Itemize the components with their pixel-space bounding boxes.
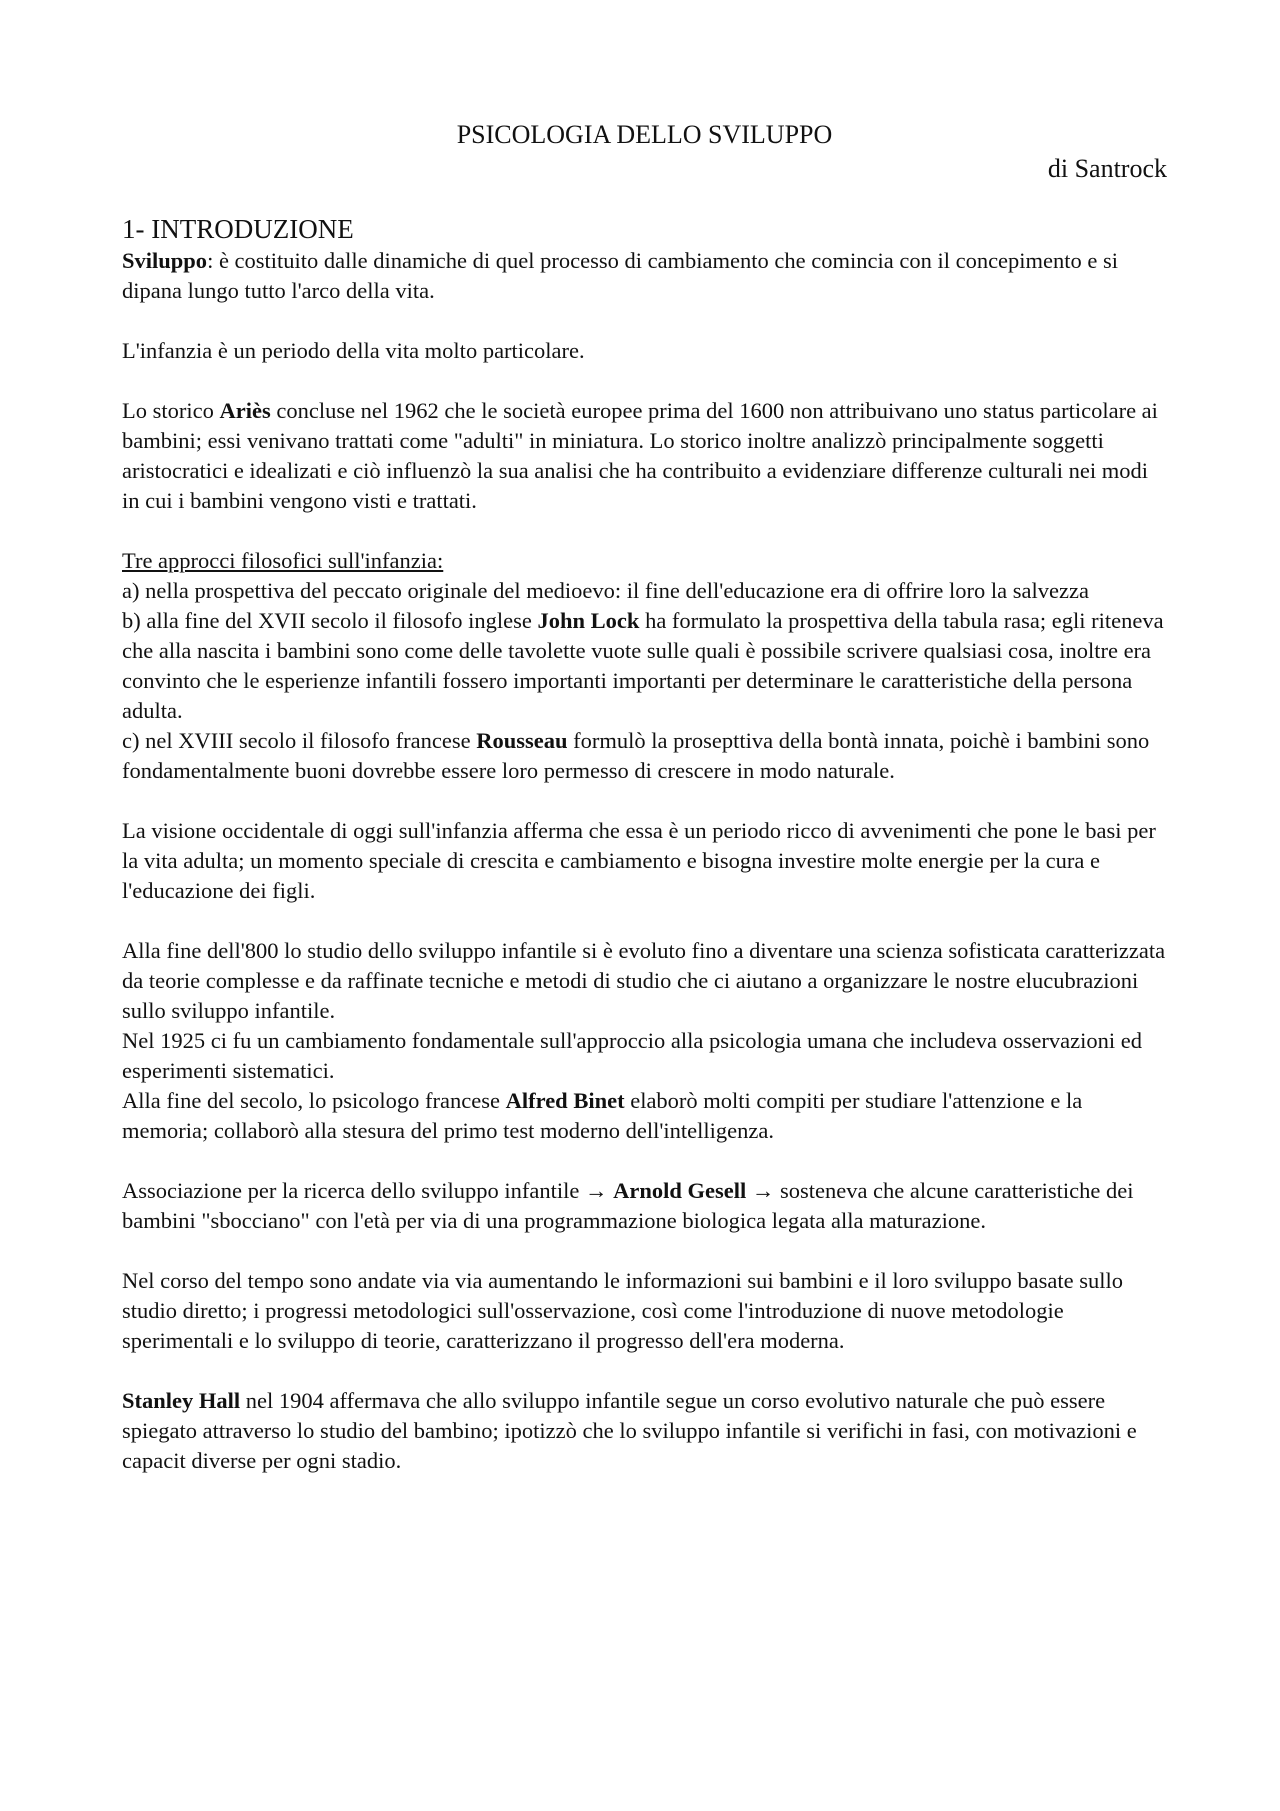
paragraph-text: c) nel XVIII secolo il filosofo francese bbox=[122, 728, 477, 753]
approach-a: a) nella prospettiva del peccato originale del medioevo: il fine dell'educazione era di offrire loro la salvezza bbox=[122, 578, 1089, 603]
paragraph-text: → sosteneva che alcune caratteristiche dei bambini "sbocciano" con l'età per via di una programmazione biologica legata alla maturazione. bbox=[122, 1178, 1134, 1233]
document-author: di Santrock bbox=[1047, 154, 1167, 183]
paragraph-gap bbox=[122, 1236, 1167, 1266]
paragraph-text: elaborò molti compiti per studiare l'attenzione e la memoria; collaborò alla stesura del primo test moderno dell'intelligenza. bbox=[122, 1088, 1083, 1143]
paragraph-gap bbox=[122, 1356, 1167, 1386]
document-title: PSICOLOGIA DELLO SVILUPPO bbox=[456, 120, 833, 149]
approaches-heading-text: Tre approcci filosofici sull'infanzia: bbox=[122, 548, 444, 573]
paragraph-text: concluse nel 1962 che le società europee prima del 1600 non attribuivano uno status particolare ai bambini; essi venivano trattati come "adulti" in miniatura. Lo storico inoltre analizzò principalmente soggetti aristocratici e idealizati e ciò influenzò la sua analisi che ha contribuito a evidenziare differenze culturali nei modi in cui i bambini vengono visti e trattati. bbox=[122, 398, 1158, 513]
paragraph-infanzia: L'infanzia è un periodo della vita molto particolare. bbox=[122, 338, 585, 363]
paragraph-text: Lo storico bbox=[122, 398, 220, 423]
paragraph-fine-800: Alla fine dell'800 lo studio dello sviluppo infantile si è evoluto fino a diventare una scienza sofisticata caratterizzata da teorie complesse e da raffinate tecniche e metodi di studio che ci aiutano a organizzare le nostre elucubrazioni sullo sviluppo infantile. bbox=[122, 938, 1166, 1023]
paragraph-text: formulò la prosepttiva della bontà innata, poichè i bambini sono fondamentalmente buoni dovrebbe essere loro permesso di crescere in modo naturale. bbox=[122, 728, 1150, 783]
name-stanley-hall: Stanley Hall bbox=[122, 1388, 241, 1413]
paragraph-binet bbox=[122, 1086, 1167, 1146]
paragraph-text: b) alla fine del XVII secolo il filosofo inglese bbox=[122, 608, 538, 633]
name-alfred-binet: Alfred Binet bbox=[505, 1088, 625, 1113]
document-page bbox=[122, 118, 1167, 1476]
name-aries: Ariès bbox=[219, 398, 271, 423]
paragraph-1925: Nel 1925 ci fu un cambiamento fondamentale sull'approccio alla psicologia umana che includeva osservazioni ed esperimenti sistematici. bbox=[122, 1028, 1142, 1083]
paragraph-gap bbox=[122, 786, 1167, 816]
paragraph-text: Alla fine del secolo, lo psicologo francese bbox=[122, 1088, 506, 1113]
name-rousseau: Rousseau bbox=[476, 728, 568, 753]
approaches-heading bbox=[122, 546, 1167, 576]
paragraph-gesell bbox=[122, 1176, 1167, 1236]
approach-b bbox=[122, 606, 1167, 726]
paragraph-gap bbox=[122, 1146, 1167, 1176]
section-heading: 1- INTRODUZIONE bbox=[122, 214, 354, 244]
paragraph-gap bbox=[122, 906, 1167, 936]
paragraph-text: nel 1904 affermava che allo sviluppo infantile segue un corso evolutivo naturale che può essere spiegato attraverso lo studio del bambino; ipotizzò che lo sviluppo infantile si verifichi in fasi, con motivazioni e capacit diverse per ogni stadio. bbox=[122, 1388, 1137, 1473]
paragraph-gap bbox=[122, 366, 1167, 396]
paragraph-text: ha formulato la prospettiva della tabula rasa; egli riteneva che alla nascita i bambini sono come delle tavolette vuote sulle quali è possibile scrivere qualsiasi cosa, inoltre era convinto che le esperienze infantili fossero importanti importanti per determinare le caratteristiche della persona adulta. bbox=[122, 608, 1164, 723]
paragraph-gap bbox=[122, 516, 1167, 546]
term-sviluppo: Sviluppo bbox=[122, 248, 208, 273]
paragraph-sviluppo bbox=[122, 246, 1167, 306]
paragraph-stanley-hall bbox=[122, 1386, 1167, 1476]
approach-c bbox=[122, 726, 1167, 786]
paragraph-text: : è costituito dalle dinamiche di quel processo di cambiamento che comincia con il concepimento e si dipana lungo tutto l'arco della vita. bbox=[122, 248, 1119, 303]
name-john-lock: John Lock bbox=[537, 608, 640, 633]
paragraph-progressi: Nel corso del tempo sono andate via via aumentando le informazioni sui bambini e il loro sviluppo basate sullo studio diretto; i progressi metodologici sull'osservazione, così come l'introduzione di nuove metodologie sperimentali e lo sviluppo di teorie, caratterizzano il progresso dell'era moderna. bbox=[122, 1268, 1124, 1353]
name-arnold-gesell: Arnold Gesell bbox=[613, 1178, 747, 1203]
paragraph-aries bbox=[122, 396, 1167, 516]
paragraph-gap bbox=[122, 306, 1167, 336]
paragraph-text: Associazione per la ricerca dello sviluppo infantile → bbox=[122, 1178, 614, 1203]
paragraph-visione-occidentale: La visione occidentale di oggi sull'infanzia afferma che essa è un periodo ricco di avvenimenti che pone le basi per la vita adulta; un momento speciale di crescita e cambiamento e bisogna investire molte energie per la cura e l'educazione dei figli. bbox=[122, 818, 1156, 903]
